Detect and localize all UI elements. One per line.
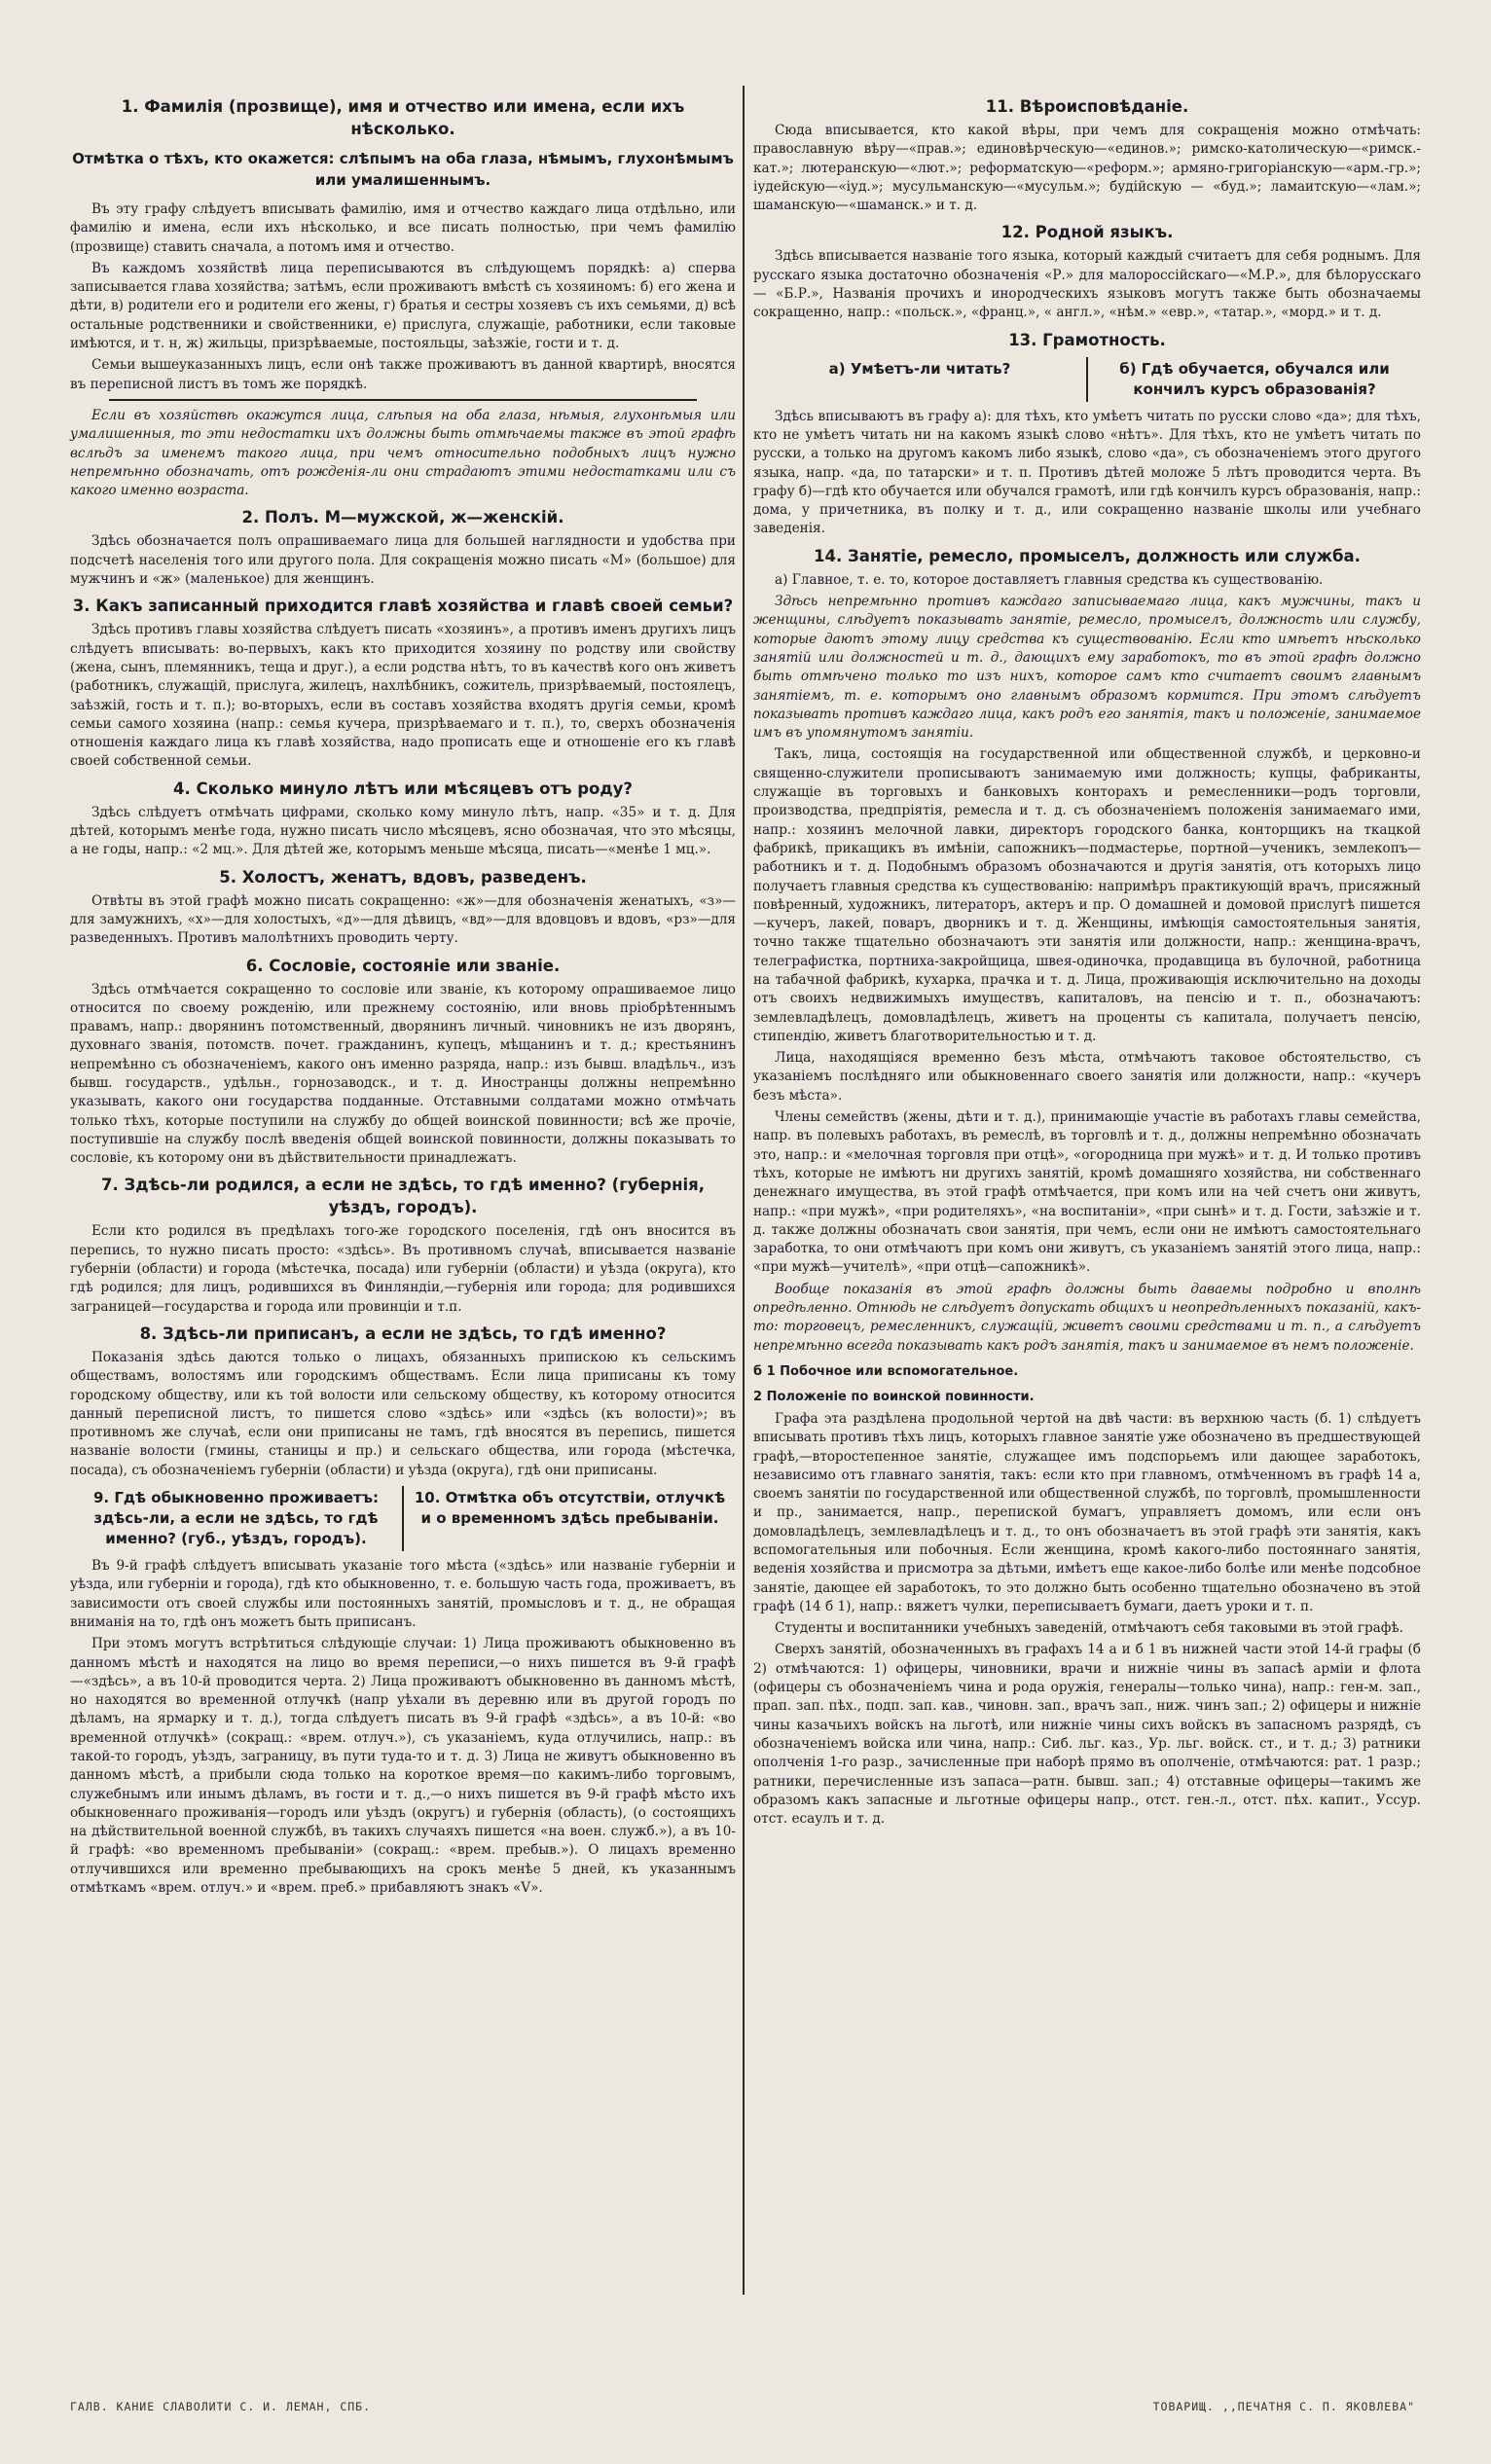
instruction-paragraph: Отвѣты въ этой графѣ можно писать сокращенно: «ж»—для обозначенія женатыхъ, «з»—для замужнихъ, «х»—для холостыхъ, «д»—для дѣвицъ, «вд»—для вдовцовъ и вдовъ, «рз»—для разведенныхъ. Противъ малолѣтнихъ проводить черту. (70, 892, 736, 947)
column-divider (743, 86, 745, 2295)
instruction-paragraph: Здѣсь непремѣнно противъ каждаго записываемаго лица, какъ мужчины, такъ и женщины, слѣдуетъ показывать занятіе, ремесло, промыселъ, должность или службу, которые даютъ этому лицу средства къ существованію. Если кто имѣетъ нѣсколько занятій или должностей и т. д., дающихъ ему заработокъ, то въ этой графѣ должно быть отмѣчено только то изъ нихъ, которое самъ кто считаетъ своимъ главнымъ занятіемъ, т. е. которымъ оно главнымъ образомъ кормится. При этомъ слѣдуетъ показывать противъ каждаго лица, какъ родъ его занятія, такъ и положеніе, занимаемое имъ въ упомянутомъ занятіи. (753, 594, 1421, 742)
footer-printer-right: ТОВАРИЩ. ,,ПЕЧАТНЯ С. П. ЯКОВЛЕВА" (1152, 2400, 1415, 2413)
section-heading: 13. Грамотность. (1008, 330, 1166, 349)
instruction-paragraph: Сюда вписывается, кто какой вѣры, при чемъ для сокращенія можно отмѣчать: православную вѣру—«прав.»; единовѣрческую—«единов.»; римско-католическую—«римск.-кат.»; лютеранскую—«лют.»; реформатскую—«реформ.»; армяно-григоріанскую—«арм.-гр.»; іудейскую—«іуд.»; мусульманскую—«мусульм.»; будійскую — «буд.»; ламаитскую—«лам.»; шаманскую—«шаманск.» и т. д. (753, 123, 1421, 214)
section-heading: 1. Фамилія (прозвище), имя и отчество или имена, если ихъ нѣсколько. (121, 97, 685, 138)
section-heading: 4. Сколько минуло лѣтъ или мѣсяцевъ отъ роду? (172, 779, 634, 798)
subsection-heading: 2 Положеніе по воинской повинности. (753, 1389, 1035, 1404)
instruction-paragraph: Графа эта раздѣлена продольной чертой на двѣ части: въ верхнюю часть (б. 1) слѣдуетъ вписывать противъ тѣхъ лицъ, которыхъ главное занятіе уже обозначено въ предшествующей графѣ,—второстепенное занятіе, служащее имъ подспорьемъ или дающее заработокъ, независимо отъ главнаго занятія, такъ: если кто при главномъ, отмѣченномъ въ графѣ 14 а, своемъ занятіи по государственной или общественной службѣ, по торговлѣ, промышленности и пр., занимается, напр., перепиской бумагъ, управляетъ домомъ, или если онъ домовладѣлецъ, землевладѣлецъ и т. д., то онъ обозначаетъ въ этой графѣ эти занятія, какъ вспомогательныя или побочныя. Если женщина, кромѣ какого-либо постояннаго занятія, веденія хозяйства и присмотра за дѣтьми, имѣетъ еще какое-либо болѣе или менѣе подсобное занятіе, дающее ей заработокъ, то это должно быть особенно тщательно обозначено въ этой графѣ (14 б 1), напр.: вяжетъ чулки, переписываетъ бумаги, даетъ уроки и т. п. (753, 1410, 1421, 1614)
instruction-paragraph: Если кто родился въ предѣлахъ того-же городского поселенія, гдѣ онъ вносится въ перепись, то нужно писать просто: «здѣсь». Въ противномъ случаѣ, вписывается названіе губерніи (области) и города (мѣстечка, посада) или губерніи (области) и уѣзда (округа), кто гдѣ родился; для лицъ, родившихся въ Финляндіи,—губернія или города; для родившихся заграницей—государства и города или провинціи и т.п. (70, 1223, 736, 1315)
instruction-paragraph: При этомъ могутъ встрѣтиться слѣдующіе случаи: 1) Лица проживаютъ обыкновенно въ данномъ мѣстѣ и находятся на лицо во время переписи,—о нихъ пишется въ 9-й графѣ—«здѣсь», а въ 10-й проводится черта. 2) Лица проживаютъ обыкновенно въ данномъ мѣстѣ, но находятся во временной отлучкѣ (напр уѣхали въ деревню или въ другой городъ по дѣламъ, на ярмарку и т. д.), тогда слѣдуетъ писать въ 9-й графѣ «здѣсь», а въ 10-й: «во временной отлучкѣ» (сокращ.: «врем. отлуч.»), съ указаніемъ, куда отлучились, напр.: въ такой-то городъ, уѣздъ, заграницу, въ пути туда-то и т. д. 3) Лица не живутъ обыкновенно въ данномъ мѣстѣ, а прибыли сюда только на короткое время—по какимъ-либо торговымъ, служебнымъ или инымъ дѣламъ, въ гости и т. д.,—о нихъ пишется въ 9-й графѣ мѣсто ихъ обыкновеннаго проживанія—городъ или уѣздъ (округъ) и губернія (область), (о состоящихъ на дѣйствительной военной службѣ, въ такихъ случаяхъ пишется «на воен. служб.»), а въ 10-й графѣ: «во временномъ пребываніи» (сокращ.: «врем. пребыв.»). О лицахъ временно отлучившихся или временно пребывающихъ на срокъ менѣе 5 дней, къ указаннымъ отмѣткамъ «врем. отлуч.» и «врем. преб.» прибавляютъ знакъ «V». (70, 1636, 736, 1897)
instruction-paragraph: Здѣсь вписываютъ въ графу а): для тѣхъ, кто умѣетъ читать по русски слово «да»; для тѣхъ, кто не умѣетъ читать ни на какомъ языкѣ слово «нѣтъ». Для тѣхъ, кто не умѣетъ читать по русски, а только на другомъ какомъ либо языкѣ, слово «да», съ обозначеніемъ этого другого языка, напр. «да, по татарски» и т. п. Противъ дѣтей моложе 5 лѣтъ проводится черта. Въ графу б)—гдѣ кто обучается или обучался грамотѣ, или гдѣ кончилъ курсъ образованія, напр.: дома, у причетника, въ полку и т. д., или сокращенно названіе школы или учебнаго заведенія. (753, 408, 1422, 537)
section-heading: 6. Сословіе, состояніе или званіе. (245, 956, 561, 975)
section-heading: 12. Родной языкъ. (1000, 223, 1174, 242)
split-heading (753, 357, 1421, 402)
instruction-paragraph: Здѣсь слѣдуетъ отмѣчать цифрами, сколько кому минуло лѣтъ, напр. «35» и т. д. Для дѣтей, которымъ менѣе года, нужно писать число мѣсяцевъ, ясно обозначая, что это мѣсяцы, а не годы, напр.: «2 мц.». Для дѣтей же, которымъ меньше мѣсяца, писать—«менѣе 1 мц.». (70, 804, 736, 858)
instruction-paragraph: Вообще показанія въ этой графѣ должны быть даваемы подробно и вполнѣ опредѣленно. Отнюдь не слѣдуетъ допускать общихъ и неопредѣленныхъ показаній, какъ-то: торговецъ, ремесленникъ, служащій, живетъ своими средствами и т. п., а слѣдуетъ непремѣнно всегда показывать какъ родъ занятія, такъ и занимаемое въ немъ положеніе. (753, 1281, 1421, 1354)
instruction-paragraph: Въ эту графу слѣдуетъ вписывать фамилію, имя и отчество каждаго лица отдѣльно, или фамилію и имена, если ихъ нѣсколько, и все писать полностью, при чемъ фамилію (прозвище) ставить сначала, а потомъ имя и отчество. (70, 201, 736, 255)
footer-printer-left: ГАЛВ. КАНИЕ СЛАВОЛИТИ С. И. ЛЕМАН, СПБ. (70, 2400, 372, 2413)
instruction-paragraph: Здѣсь отмѣчается сокращенно то сословіе или званіе, къ которому опрашиваемое лицо относится по своему рожденію, или прежнему состоянію, или вновь пріобрѣтеннымъ правамъ, напр.: дворянинъ потомственный, дворянинъ личный. чиновникъ не изъ дворянъ, духовнаго званія, потомств. почет. гражданинъ, купецъ, мѣщанинъ и т. д.; крестьянинъ непремѣнно съ обозначеніемъ, какого онъ именно разряда, напр.: изъ бывш. владѣльч., изъ бывш. государств., удѣльн., горнозаводск., и т. д. Иностранцы должны непремѣнно указывать, какого они государства подданные. Отставными солдатами можно отмѣчать только тѣхъ, которые поступили на службу до общей воинской повинности; всѣ же прочіе, поступившіе на службу послѣ введенія общей воинской повинности, должны показывать то сословіе, къ которому они въ дѣйствительности принадлежатъ. (70, 981, 736, 1167)
subsection-heading: б 1 Побочное или вспомогательное. (753, 1363, 1019, 1379)
section-heading: 11. Вѣроисповѣданіе. (985, 97, 1189, 116)
instruction-paragraph: Семьи вышеуказанныхъ лицъ, если онѣ также проживаютъ въ данной квартирѣ, вносятся въ переписной листъ въ томъ же порядкѣ. (70, 357, 736, 392)
instruction-paragraph: а) Главное, т. е. то, которое доставляетъ главныя средства къ существованію. (775, 571, 1324, 588)
instruction-paragraph: Если въ хозяйствѣ окажутся лица, слѣпыя на оба глаза, нѣмыя, глухонѣмыя или умалишенныя, то эти недостатки ихъ должны быть отмѣчаемы также въ этой графѣ вслѣдъ за именемъ такого лица, при чемъ относительно подобныхъ лицъ нужно непремѣнно обозначать, отъ рожденія-ли они страдаютъ этими недостатками или съ какого именно возраста. (70, 407, 736, 499)
split-heading-cell: 10. Отмѣтка объ отсутствіи, отлучкѣ и о временномъ здѣсь пребываніи. (402, 1486, 736, 1551)
left-column (70, 90, 736, 1901)
right-column (753, 90, 1421, 1831)
section-heading: 7. Здѣсь-ли родился, а если не здѣсь, то гдѣ именно? (губернія, уѣздъ, городъ). (100, 1176, 706, 1217)
instruction-paragraph: Здѣсь вписывается названіе того языка, который каждый считаетъ для себя роднымъ. Для русскаго языка достаточно обозначенія «Р.» для малороссійскаго—«М.Р.», для бѣлорусскаго — «Б.Р.», Названія прочихъ и инородческихъ языковъ могутъ также быть обозначаемы сокращенно, напр.: «польск.», «франц.», « англ.», «нѣм.» «евр.», «татар.», «морд.» и т. д. (753, 248, 1421, 321)
section-heading: 8. Здѣсь-ли приписанъ, а если не здѣсь, то гдѣ именно? (139, 1323, 667, 1343)
instruction-paragraph: Показанія здѣсь даются только о лицахъ, обязанныхъ припискою къ сельскимъ обществамъ, волостямъ или городскимъ обществамъ. Если лица приписаны къ тому городскому обществу, или къ той волости или сельскому обществу, къ которому относится данный переписной листъ, то пишется слово «здѣсь» или «здѣсь (къ волости)»; въ противномъ же случаѣ, если они приписаны не тамъ, гдѣ вносятся въ перепись, пишется названіе волости (гмины, станицы и пр.) и сельскаго общества, или города (мѣстечка, посада), съ обозначеніемъ губерніи (области) и уѣзда (округа), гдѣ они приписаны. (70, 1349, 736, 1478)
section-heading: 3. Какъ записанный приходится главѣ хозяйства и главѣ своей семьи? (72, 597, 734, 616)
instruction-paragraph: Члены семействъ (жены, дѣти и т. д.), принимающіе участіе въ работахъ главы семейства, напр. въ полевыхъ работахъ, въ ремеслѣ, въ торговлѣ и т. д., должны непремѣнно обозначать это, напр.: и «мелочная торговля при отцѣ», «огородница при мужѣ» и т. д. И только противъ тѣхъ, которые не имѣютъ ни другихъ занятій, кромѣ домашняго хозяйства, ни собственнаго денежнаго имущества, въ этой графѣ отмѣчается, при комъ или на чей счетъ они живутъ, напр.: «при мужѣ», «при родителяхъ», «на воспитаніи», «при сынѣ» и т. д. Гости, заѣзжіе и т. д. также должны обозначать свои занятія, при чемъ, если они не имѣютъ самостоятельнаго заработка, то они отмѣчаютъ при комъ они живутъ, съ указаніемъ занятій этого лица, напр.: «при мужѣ—учителѣ», «при отцѣ—сапожникѣ». (753, 1109, 1421, 1276)
instruction-paragraph: Студенты и воспитанники учебныхъ заведеній, отмѣчаютъ себя таковыми въ этой графѣ. (775, 1620, 1403, 1637)
section-heading: 5. Холостъ, женатъ, вдовъ, разведенъ. (219, 867, 587, 887)
instruction-paragraph: Въ 9-й графѣ слѣдуетъ вписывать указаніе того мѣста («здѣсь» или названіе губерніи и уѣзда, или губерніи и города), гдѣ кто обыкновенно, т. е. большую часть года, проживаетъ, въ зависимости отъ своей службы или постоянныхъ занятій, промысловъ и т. д., не обращая вниманія на то, гдѣ онъ можетъ быть приписанъ. (70, 1558, 736, 1630)
instruction-paragraph: Здѣсь противъ главы хозяйства слѣдуетъ писать «хозяинъ», а противъ именъ другихъ лицъ слѣдуетъ вписывать: во-первыхъ, какъ кто приходится хозяину по родству или свойству (жена, сынъ, племянникъ, теща и друг.), а если родства нѣтъ, то въ качествѣ кого онъ живетъ (работникъ, служащій, прислуга, жилецъ, нахлѣбникъ, сожитель, призрѣваемый, постоялецъ, заѣзжій, гость и т. п.); во-вторыхъ, если въ составъ хозяйства входятъ другія семьи, кромѣ семьи самого хозяина (напр.: семья кучера, призрѣваемаго и т. п.), то, сверхъ обозначенія отношенія каждаго лица къ главѣ хозяйства, надо прописать еще и отношеніе его къ главѣ своей собственной семьи. (70, 622, 736, 770)
instruction-paragraph: Лица, находящіяся временно безъ мѣста, отмѣчаютъ таковое обстоятельство, съ указаніемъ послѣдняго или обыкновеннаго своего занятія или должности, напр.: «кучеръ безъ мѣста». (753, 1050, 1421, 1104)
instruction-paragraph: Въ каждомъ хозяйствѣ лица переписываются въ слѣдующемъ порядкѣ: а) сперва записывается глава хозяйства; затѣмъ, если проживаютъ вмѣстѣ съ хозяиномъ: б) его жена и дѣти, в) родители его и родители его жены, г) братья и сестры хозяевъ съ ихъ семьями, д) всѣ остальные родственники и свойственники, е) прислуга, служащіе, работники, если таковые имѣются, и т. н, ж) жильцы, призрѣваемые, постояльцы, заѣзжіе, гости и т. д. (70, 260, 736, 352)
split-heading-cell: 9. Гдѣ обыкновенно проживаетъ: здѣсь-ли, а если не здѣсь, то гдѣ именно? (губ., уѣздъ, городъ). (93, 1489, 379, 1548)
instruction-paragraph: Здѣсь обозначается полъ опрашиваемаго лица для большей наглядности и удобства при подсчетѣ населенія того или другого пола. Для сокращенія можно писать «М» (большое) для мужчинъ и «ж» (маленькое) для женщинъ. (70, 533, 736, 588)
instruction-paragraph: Сверхъ занятій, обозначенныхъ въ графахъ 14 а и б 1 въ нижней части этой 14-й графы (б 2) отмѣчаются: 1) офицеры, чиновники, врачи и нижніе чины въ запасѣ арміи и флота (офицеры съ обозначеніемъ чина и рода оружія, генералы—только чина), напр.: ген-м. зап., прап. зап. пѣх., подп. зап. кав., чиновн. зап., врачъ зап., ниж. чинъ зап.; 2) офицеры и нижніе чины казачьихъ войскъ на льготѣ, или нижніе чины сихъ войскъ въ запасномъ разрядѣ, съ обозначеніемъ войска или чина, напр.: Сиб. льг. каз., Ур. льг. войск. ст., и т. д.; 3) ратники ополченія 1-го разр., зачисленные при наборѣ прямо въ ополченіе, отмѣчаются: рат. 1 разр.; ратники, перечисленные изъ запаса—ратн. бывш. зап.; 4) отставные офицеры—такимъ же образомъ какъ запасные и льготные офицеры напр., отст. ген.-л., отст. пѣх. капит., Уссур. отст. есаулъ и т. д. (753, 1642, 1421, 1828)
instruction-paragraph: Такъ, лица, состоящія на государственной или общественной службѣ, и церковно-и священно-служители прописываютъ занимаемую ими должность; купцы, фабриканты, служащіе въ торговыхъ и банковыхъ конторахъ и ремесленники—родъ торговли, производства, предпріятія, ремесла и т. д. съ обозначеніемъ положенія занимаемаго ими, напр.: хозяинъ мелочной лавки, директоръ городского банка, конторщикъ на ткацкой фабрикѣ, прикащикъ въ имѣніи, сапожникъ—подмастерье, портной—ученикъ, землекопъ—работникъ и т. д. Подобнымъ образомъ обозначаются и другія занятія, отъ которыхъ лицо получаетъ главныя средства къ существованію: напримѣръ практикующій врачъ, присяжный повѣренный, художникъ, литераторъ, актеръ и пр. О домашней и домовой прислугѣ пишется—кучеръ, лакей, поваръ, дворникъ и т. д. Женщины, имѣющія самостоятельныя занятія, точно также тщательно обозначаютъ эти занятія или должности, напр.: женщина-врачъ, телеграфистка, портниха-закройщица, швея-одиночка, продавщица въ булочной, работница на табачной фабрикѣ, кухарка, прачка и т. д. Лица, проживающія исключительно на доходы отъ своихъ недвижимыхъ имуществъ, капиталовъ, на пенсію и т. п., обозначаютъ: землевладѣлецъ, домовладѣлецъ, живетъ на проценты съ капитала, получаетъ пенсію, стипендію, живетъ благотворительностью и т. д. (753, 746, 1421, 1044)
split-heading-cell: б) Гдѣ обучается, обучался или кончилъ курсъ образованія? (1086, 357, 1421, 402)
split-heading (70, 1486, 736, 1551)
section-heading: 2. Полъ. М—мужской, ж—женскій. (241, 508, 564, 527)
split-heading-cell: а) Умѣетъ-ли читать? (828, 359, 1011, 378)
section-subheading: Отмѣтка о тѣхъ, кто окажется: слѣпымъ на оба глаза, нѣмымъ, глухонѣмымъ или умалишеннымъ. (72, 150, 734, 189)
section-heading: 14. Занятіе, ремесло, промыселъ, должность или служба. (814, 546, 1361, 565)
section-divider (109, 399, 697, 401)
